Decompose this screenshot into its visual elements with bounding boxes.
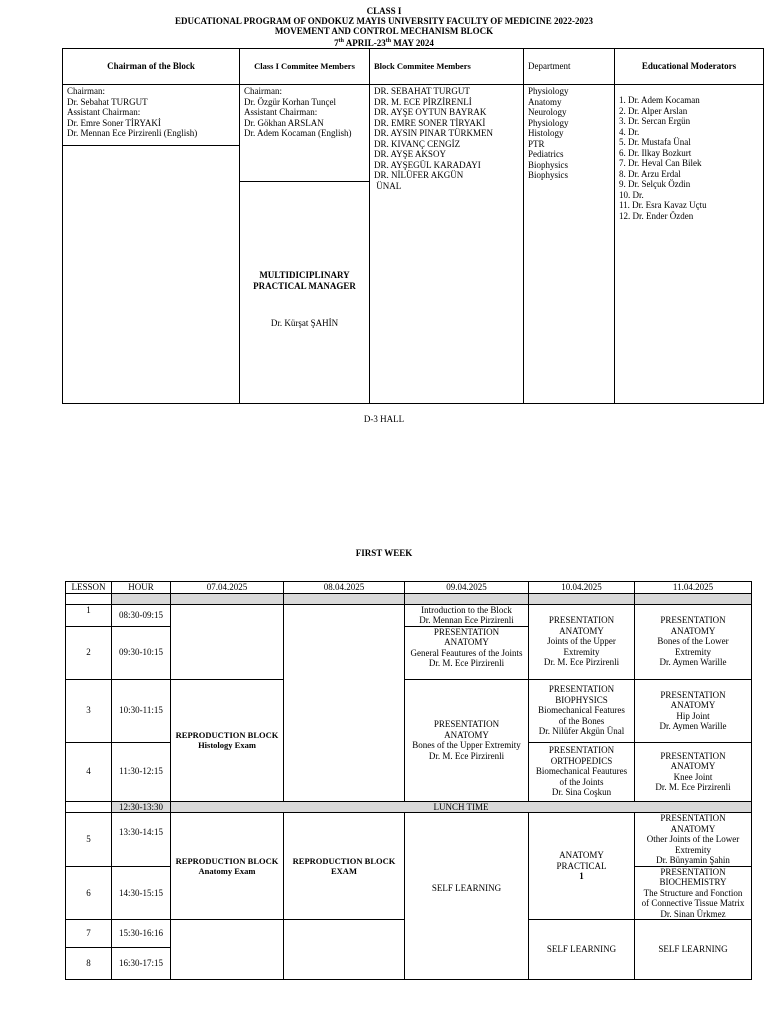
class-line: Dr. Özgür Korhan Tunçel (244, 96, 336, 107)
lunch-hour: 12:30-13:30 (112, 801, 171, 813)
class-committee-header: Class I Commitee Members (240, 49, 370, 85)
department-header: Department (524, 49, 615, 85)
moderator-item: 8. Dr. Arzu Erdal (619, 168, 681, 179)
cell-line: ANATOMY (670, 761, 716, 771)
date-header: 07.04.2025 (171, 582, 284, 594)
lesson-hour: 11:30-12:15 (112, 742, 171, 801)
class-line: Assistant Chairman: (244, 107, 318, 117)
chairman-header: Chairman of the Block (63, 49, 240, 85)
wed-lesson-1 (405, 604, 529, 626)
chairman-line: Dr. Mennan Ece Pirzirenli (English) (67, 128, 198, 138)
cell-line: Bones of the Lower (657, 636, 729, 647)
fri-lesson-4 (635, 742, 752, 801)
hour-header: HOUR (112, 582, 171, 594)
moderators-cell (615, 85, 764, 404)
lunch-row (66, 801, 752, 813)
cell-line: Histology Exam (198, 740, 256, 750)
moderator-item: 3. Dr. Sercan Ergün (619, 116, 691, 126)
tue-afternoon-empty (284, 920, 405, 980)
cell-line: PRESENTATION (548, 745, 615, 756)
department-cell (524, 85, 615, 404)
cell-line: ORTHOPEDICS (550, 755, 613, 766)
moderator-item: 2. Dr. Alper Arslan (619, 105, 688, 116)
mon-afternoon-empty (171, 920, 284, 980)
program-title: EDUCATIONAL PROGRAM OF ONDOKUZ MAYIS UNIVERSITY FACULTY OF MEDICINE 2022-2023 (175, 16, 593, 26)
moderator-item: 11. Dr. Esra Kavaz Uçtu (619, 200, 707, 210)
mon-histology-exam (171, 679, 284, 801)
lesson-number: 1 (66, 604, 112, 626)
spacer-cell (171, 593, 284, 604)
cell-line: Dr. M. Ece Pirzirenli (655, 782, 731, 792)
lesson-hour: 09:30-10:15 (112, 626, 171, 679)
cell-line: ANATOMY (670, 823, 716, 834)
cell-line: PRESENTATION (433, 719, 500, 729)
cell-line: REPRODUCTION BLOCK (175, 855, 279, 866)
cell-line: Extremity (563, 646, 600, 657)
fri-lesson-5 (635, 813, 752, 867)
lesson-row-5 (66, 813, 752, 867)
lesson-number: 7 (66, 920, 112, 948)
practical-manager-title: MULTIDICIPLINARY (259, 270, 350, 280)
department-item: Pediatrics (528, 149, 564, 159)
moderator-item: 1. Dr. Adem Kocaman (619, 95, 700, 105)
practical-group: 1 (579, 871, 584, 882)
lesson-number: 4 (66, 742, 112, 801)
cell-line: Anatomy Exam (198, 866, 256, 876)
department-item: Neurology (528, 107, 567, 117)
cell-line: Dr. M. Ece Pirzirenli (428, 750, 505, 761)
class-line: Chairman: (244, 86, 282, 96)
lesson-hour: 14:30-15:15 (112, 866, 171, 920)
spacer-cell (66, 593, 112, 604)
lesson-header: LESSON (66, 582, 112, 594)
practical-manager (240, 182, 369, 329)
department-item: Anatomy (528, 96, 562, 107)
block-member: DR. AYŞEGÜL KARADAYI (374, 159, 481, 170)
block-member: DR. KIVANÇ CENGİZ (374, 138, 461, 149)
cell-line: Dr. M. Ece Pirzirenli (428, 658, 505, 668)
date-header: 10.04.2025 (529, 582, 635, 594)
lunch-lesson-empty (66, 801, 112, 813)
week-title: FIRST WEEK (355, 548, 413, 558)
lesson-row-1 (66, 604, 752, 626)
fri-lessons-1-2 (635, 604, 752, 679)
schedule-header-row (66, 582, 752, 594)
cell-line: Joints of the Upper (547, 636, 616, 647)
cell-line: Dr. Aymen Warille (659, 721, 727, 731)
lunch-label: LUNCH TIME (171, 801, 752, 813)
department-item: Histology (528, 128, 564, 138)
cell-line: General Feautures of the Joints (410, 647, 523, 658)
cell-line: REPRODUCTION BLOCK (292, 855, 396, 866)
cell-line: ANATOMY (444, 637, 489, 647)
thu-lesson-3 (529, 679, 635, 742)
lesson-hour: 16:30-17:15 (112, 948, 171, 980)
class-committee-list (240, 85, 369, 182)
moderator-item: 10. Dr. (619, 189, 644, 200)
cell-line: ANATOMY (444, 729, 489, 740)
cell-line: Biomechanical Features (538, 705, 625, 716)
cell-line: BIOPHYSICS (555, 694, 608, 705)
chairman-cell (63, 85, 240, 404)
fri-lesson-3 (635, 679, 752, 742)
date-header: 09.04.2025 (405, 582, 529, 594)
cell-line: Dr. M. Ece Pirzirenli (543, 657, 620, 668)
chairman-list (63, 85, 239, 146)
schedule-table (65, 581, 752, 980)
block-member: DR. AYŞE AKSOY (374, 149, 446, 159)
thu-self-learning: SELF LEARNING (529, 920, 635, 980)
block-member: DR. EMRE SONER TİRYAKİ (374, 117, 486, 128)
lesson-hour: 13:30-14:15 (112, 813, 171, 867)
block-title: MOVEMENT AND CONTROL MECHANISM BLOCK (274, 26, 494, 36)
practical-manager-name: Dr. Kürşat ŞAHİN (270, 318, 339, 328)
spacer-row (66, 593, 752, 604)
cell-line: PRESENTATION (660, 813, 726, 823)
spacer-cell (405, 593, 529, 604)
cell-line: of Connective Tissue Matrix (641, 898, 745, 908)
date-header: 11.04.2025 (635, 582, 752, 594)
cell-line: ANATOMY (670, 700, 716, 710)
committee-header-row (63, 49, 764, 85)
lesson-hour: 15:30-16:16 (112, 920, 171, 948)
cell-line: Hip Joint (676, 710, 710, 721)
cell-line: Knee Joint (673, 771, 713, 782)
thu-lesson-4 (529, 742, 635, 801)
cell-line: PRESENTATION (660, 750, 726, 761)
committee-body-row (63, 85, 764, 404)
cell-line: PRESENTATION (548, 684, 615, 695)
cell-line: Dr. Sinan Ürkmez (660, 908, 726, 919)
chairman-line: Dr. Sebahat TURGUT (67, 96, 148, 107)
cell-line: PRACTICAL (556, 860, 607, 871)
spacer-cell (635, 593, 752, 604)
cell-line: Dr. Nilüfer Akgün Ünal (538, 726, 625, 737)
lesson-hour: 10:30-11:15 (112, 679, 171, 742)
wed-self-learning (405, 813, 529, 980)
block-member: DR. NİLÜFER AKGÜN (374, 170, 464, 180)
cell-line: BIOCHEMISTRY (659, 877, 727, 887)
cell-line: EXAM (331, 866, 357, 876)
lesson-number: 5 (66, 813, 112, 867)
chairman-line: Chairman: (67, 86, 105, 96)
cell-line: Bones of the Upper Extremity (412, 740, 521, 750)
cell-line: Dr. Aymen Warille (659, 657, 727, 668)
cell-line: Extremity (675, 844, 711, 855)
class-line: Dr. Gökhan ARSLAN (244, 117, 324, 128)
cell-line: SELF LEARNING (431, 883, 502, 893)
tue-reproduction-exam (284, 813, 405, 920)
spacer-cell (112, 593, 171, 604)
fri-self-learning: SELF LEARNING (635, 920, 752, 980)
cell-line: Other Joints of the Lower (646, 834, 740, 844)
moderator-item: 9. Dr. Selçuk Özdin (619, 179, 691, 189)
cell-line: Introduction to the Block (421, 604, 512, 615)
cell-line: Extremity (675, 646, 711, 657)
cell-line: Dr. Mennan Ece Pirzirenli (419, 615, 514, 625)
moderator-item: 6. Dr. Ilkay Bozkurt (619, 147, 692, 158)
tue-morning-empty (284, 604, 405, 801)
lesson-number: 8 (66, 948, 112, 980)
moderator-item: 4. Dr. (619, 126, 640, 137)
department-item: Physiology (528, 86, 569, 96)
moderator-item: 7. Dr. Heval Can Bilek (619, 158, 702, 168)
thu-lessons-1-2 (529, 604, 635, 679)
block-committee-header: Block Commitee Members (370, 49, 524, 85)
lesson-number: 2 (66, 626, 112, 679)
moderator-item: 5. Dr. Mustafa Ünal (619, 137, 691, 147)
block-committee-cell (370, 85, 524, 404)
cell-line: PRESENTATION (548, 615, 615, 626)
cell-line: ANATOMY (559, 625, 604, 636)
lesson-number: 6 (66, 866, 112, 920)
fri-lesson-6 (635, 866, 752, 920)
class-line: Dr. Adem Kocaman (English) (244, 128, 352, 138)
hall-label: D-3 HALL (363, 414, 405, 424)
cell-line: PRESENTATION (660, 689, 726, 700)
department-item: Physiology (528, 117, 569, 128)
wed-lesson-2 (405, 626, 529, 679)
department-item: Biophysics (528, 170, 569, 180)
practical-manager-title: PRACTICAL MANAGER (253, 281, 356, 291)
cell-line: PRESENTATION (433, 626, 500, 637)
lesson-hour: 08:30-09:15 (112, 604, 171, 626)
class-title: CLASS I (366, 6, 402, 16)
department-item: Biophysics (528, 159, 569, 170)
moderator-item: 12. Dr. Ender Özden (619, 210, 694, 221)
chairman-line: Assistant Chairman: (67, 107, 141, 117)
cell-line: Biomechanical Feautures (535, 766, 628, 777)
mon-morning-empty (171, 604, 284, 679)
mon-anatomy-exam (171, 813, 284, 920)
block-dates: 7th APRIL-23th MAY 2024 (334, 38, 434, 48)
cell-line: of the Bones (558, 715, 605, 726)
committee-table (62, 48, 764, 404)
cell-line: PRESENTATION (660, 615, 726, 626)
block-member: DR. AYSIN PINAR TÜRKMEN (374, 128, 494, 138)
cell-line: ANATOMY (559, 850, 604, 861)
cell-line: PRESENTATION (660, 866, 726, 877)
lesson-number: 3 (66, 679, 112, 742)
date-header: 08.04.2025 (284, 582, 405, 594)
lesson-row-3 (66, 679, 752, 742)
spacer-cell (284, 593, 405, 604)
cell-line: Dr. Bünyamin Şahin (656, 855, 730, 865)
cell-line: of the Joints (559, 776, 604, 787)
class-committee-cell (240, 85, 370, 404)
cell-line: The Structure and Fonction (643, 887, 743, 898)
block-member: DR. M. ECE PİRZİRENLİ (374, 96, 472, 107)
cell-line: REPRODUCTION BLOCK (175, 729, 279, 740)
cell-line: ANATOMY (670, 625, 716, 636)
department-item: PTR (528, 138, 545, 149)
block-member: DR. SEBAHAT TURGUT (374, 86, 470, 96)
block-member: DR. AYŞE OYTUN BAYRAK (374, 107, 487, 117)
chairman-line: Dr. Emre Soner TİRYAKİ (67, 117, 161, 128)
moderators-header: Educational Moderators (615, 49, 764, 85)
cell-line: Dr. Sina Coşkun (551, 787, 612, 798)
thu-anatomy-practical (529, 813, 635, 920)
block-member: ÜNAL (374, 180, 402, 191)
spacer-cell (529, 593, 635, 604)
wed-lessons-3-4 (405, 679, 529, 801)
